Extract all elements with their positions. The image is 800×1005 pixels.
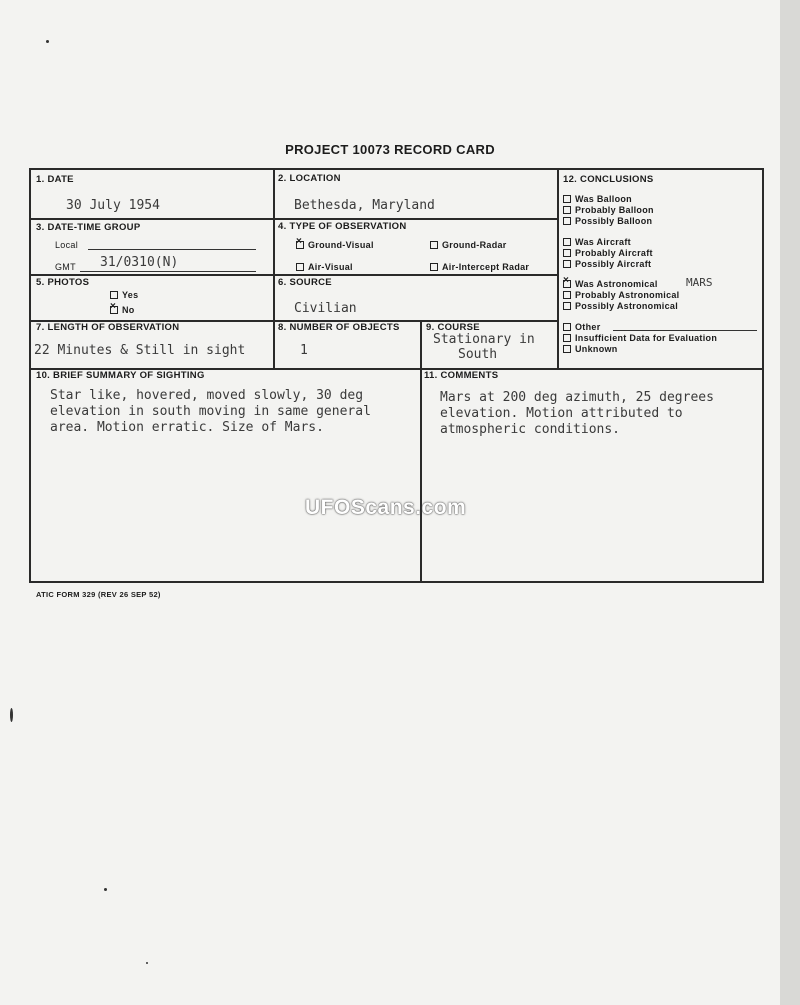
checkbox-icon: [296, 263, 304, 271]
conclusion-other[interactable]: Other: [563, 322, 601, 332]
scan-speck: [146, 962, 148, 964]
conclusion-was-balloon[interactable]: Was Balloon: [563, 194, 632, 204]
conclusion-possibly-balloon[interactable]: Possibly Balloon: [563, 216, 652, 226]
source-label: 6. SOURCE: [278, 277, 332, 288]
checkbox-icon: [563, 217, 571, 225]
summary-line: area. Motion erratic. Size of Mars.: [50, 420, 324, 435]
length-value: 22 Minutes & Still in sight: [34, 343, 246, 358]
local-time-label: Local: [55, 240, 79, 250]
course-value-line1: Stationary in: [433, 332, 535, 347]
astronomical-note: MARS: [686, 276, 713, 289]
page-title: PROJECT 10073 RECORD CARD: [285, 142, 495, 157]
checkbox-icon: [563, 195, 571, 203]
comments-line: Mars at 200 deg azimuth, 25 degrees: [440, 390, 714, 405]
gmt-label: GMT: [55, 262, 76, 272]
gmt-line: [80, 271, 256, 272]
summary-label: 10. BRIEF SUMMARY OF SIGHTING: [36, 370, 205, 381]
conclusion-unknown[interactable]: Unknown: [563, 344, 618, 354]
conclusion-insufficient-data[interactable]: Insufficient Data for Evaluation: [563, 333, 717, 343]
checkbox-icon: [563, 249, 571, 257]
form-number: ATIC FORM 329 (REV 26 SEP 52): [36, 590, 161, 599]
scan-speck: [46, 40, 49, 43]
conclusion-possibly-aircraft[interactable]: Possibly Aircraft: [563, 259, 651, 269]
conclusion-was-astronomical[interactable]: ×Was Astronomical: [563, 279, 658, 289]
checkbox-icon: [563, 302, 571, 310]
gmt-value: 31/0310(N): [100, 255, 179, 270]
source-value: Civilian: [294, 301, 357, 316]
observation-type-label: 4. TYPE OF OBSERVATION: [278, 221, 407, 232]
option-air-intercept-radar[interactable]: Air-Intercept Radar: [430, 262, 529, 272]
option-ground-visual[interactable]: ×Ground-Visual: [296, 240, 374, 250]
checkbox-icon: [563, 238, 571, 246]
course-label: 9. COURSE: [426, 322, 480, 333]
date-value: 30 July 1954: [66, 198, 160, 213]
location-value: Bethesda, Maryland: [294, 198, 435, 213]
photos-label: 5. PHOTOS: [36, 277, 90, 288]
checkbox-icon: [563, 323, 571, 331]
course-value-line2: South: [458, 347, 498, 362]
datetime-label: 3. DATE-TIME GROUP: [36, 222, 141, 233]
length-label: 7. LENGTH OF OBSERVATION: [36, 322, 180, 333]
summary-line: Star like, hovered, moved slowly, 30 deg: [50, 388, 364, 403]
watermark: UFOScans.com: [305, 496, 467, 519]
scan-speck: [10, 708, 13, 722]
checkbox-icon: [430, 241, 438, 249]
checkbox-checked-icon: [110, 306, 118, 314]
page-edge: [780, 0, 800, 1005]
photos-no-option[interactable]: ×No: [110, 305, 135, 315]
checkbox-icon: [563, 334, 571, 342]
local-time-line: [88, 249, 256, 250]
checkbox-icon: [563, 206, 571, 214]
comments-label: 11. COMMENTS: [424, 370, 499, 381]
objects-label: 8. NUMBER OF OBJECTS: [278, 322, 400, 333]
checkbox-icon: [563, 345, 571, 353]
conclusion-probably-aircraft[interactable]: Probably Aircraft: [563, 248, 653, 258]
option-air-visual[interactable]: Air-Visual: [296, 262, 353, 272]
conclusions-label: 12. CONCLUSIONS: [563, 174, 654, 185]
objects-value: 1: [300, 343, 308, 358]
scan-speck: [104, 888, 107, 891]
checkbox-icon: [430, 263, 438, 271]
checkbox-checked-icon: [563, 280, 571, 288]
other-line: [613, 330, 757, 331]
conclusion-was-aircraft[interactable]: Was Aircraft: [563, 237, 631, 247]
comments-line: atmospheric conditions.: [440, 422, 621, 437]
photos-yes-option[interactable]: Yes: [110, 290, 138, 300]
conclusion-possibly-astronomical[interactable]: Possibly Astronomical: [563, 301, 678, 311]
comments-line: elevation. Motion attributed to: [440, 406, 683, 421]
date-label: 1. DATE: [36, 174, 74, 185]
checkbox-checked-icon: [296, 241, 304, 249]
location-label: 2. LOCATION: [278, 173, 341, 184]
conclusion-probably-balloon[interactable]: Probably Balloon: [563, 205, 654, 215]
conclusion-probably-astronomical[interactable]: Probably Astronomical: [563, 290, 680, 300]
checkbox-icon: [563, 291, 571, 299]
option-ground-radar[interactable]: Ground-Radar: [430, 240, 507, 250]
checkbox-icon: [563, 260, 571, 268]
checkbox-icon: [110, 291, 118, 299]
summary-line: elevation in south moving in same general: [50, 404, 371, 419]
